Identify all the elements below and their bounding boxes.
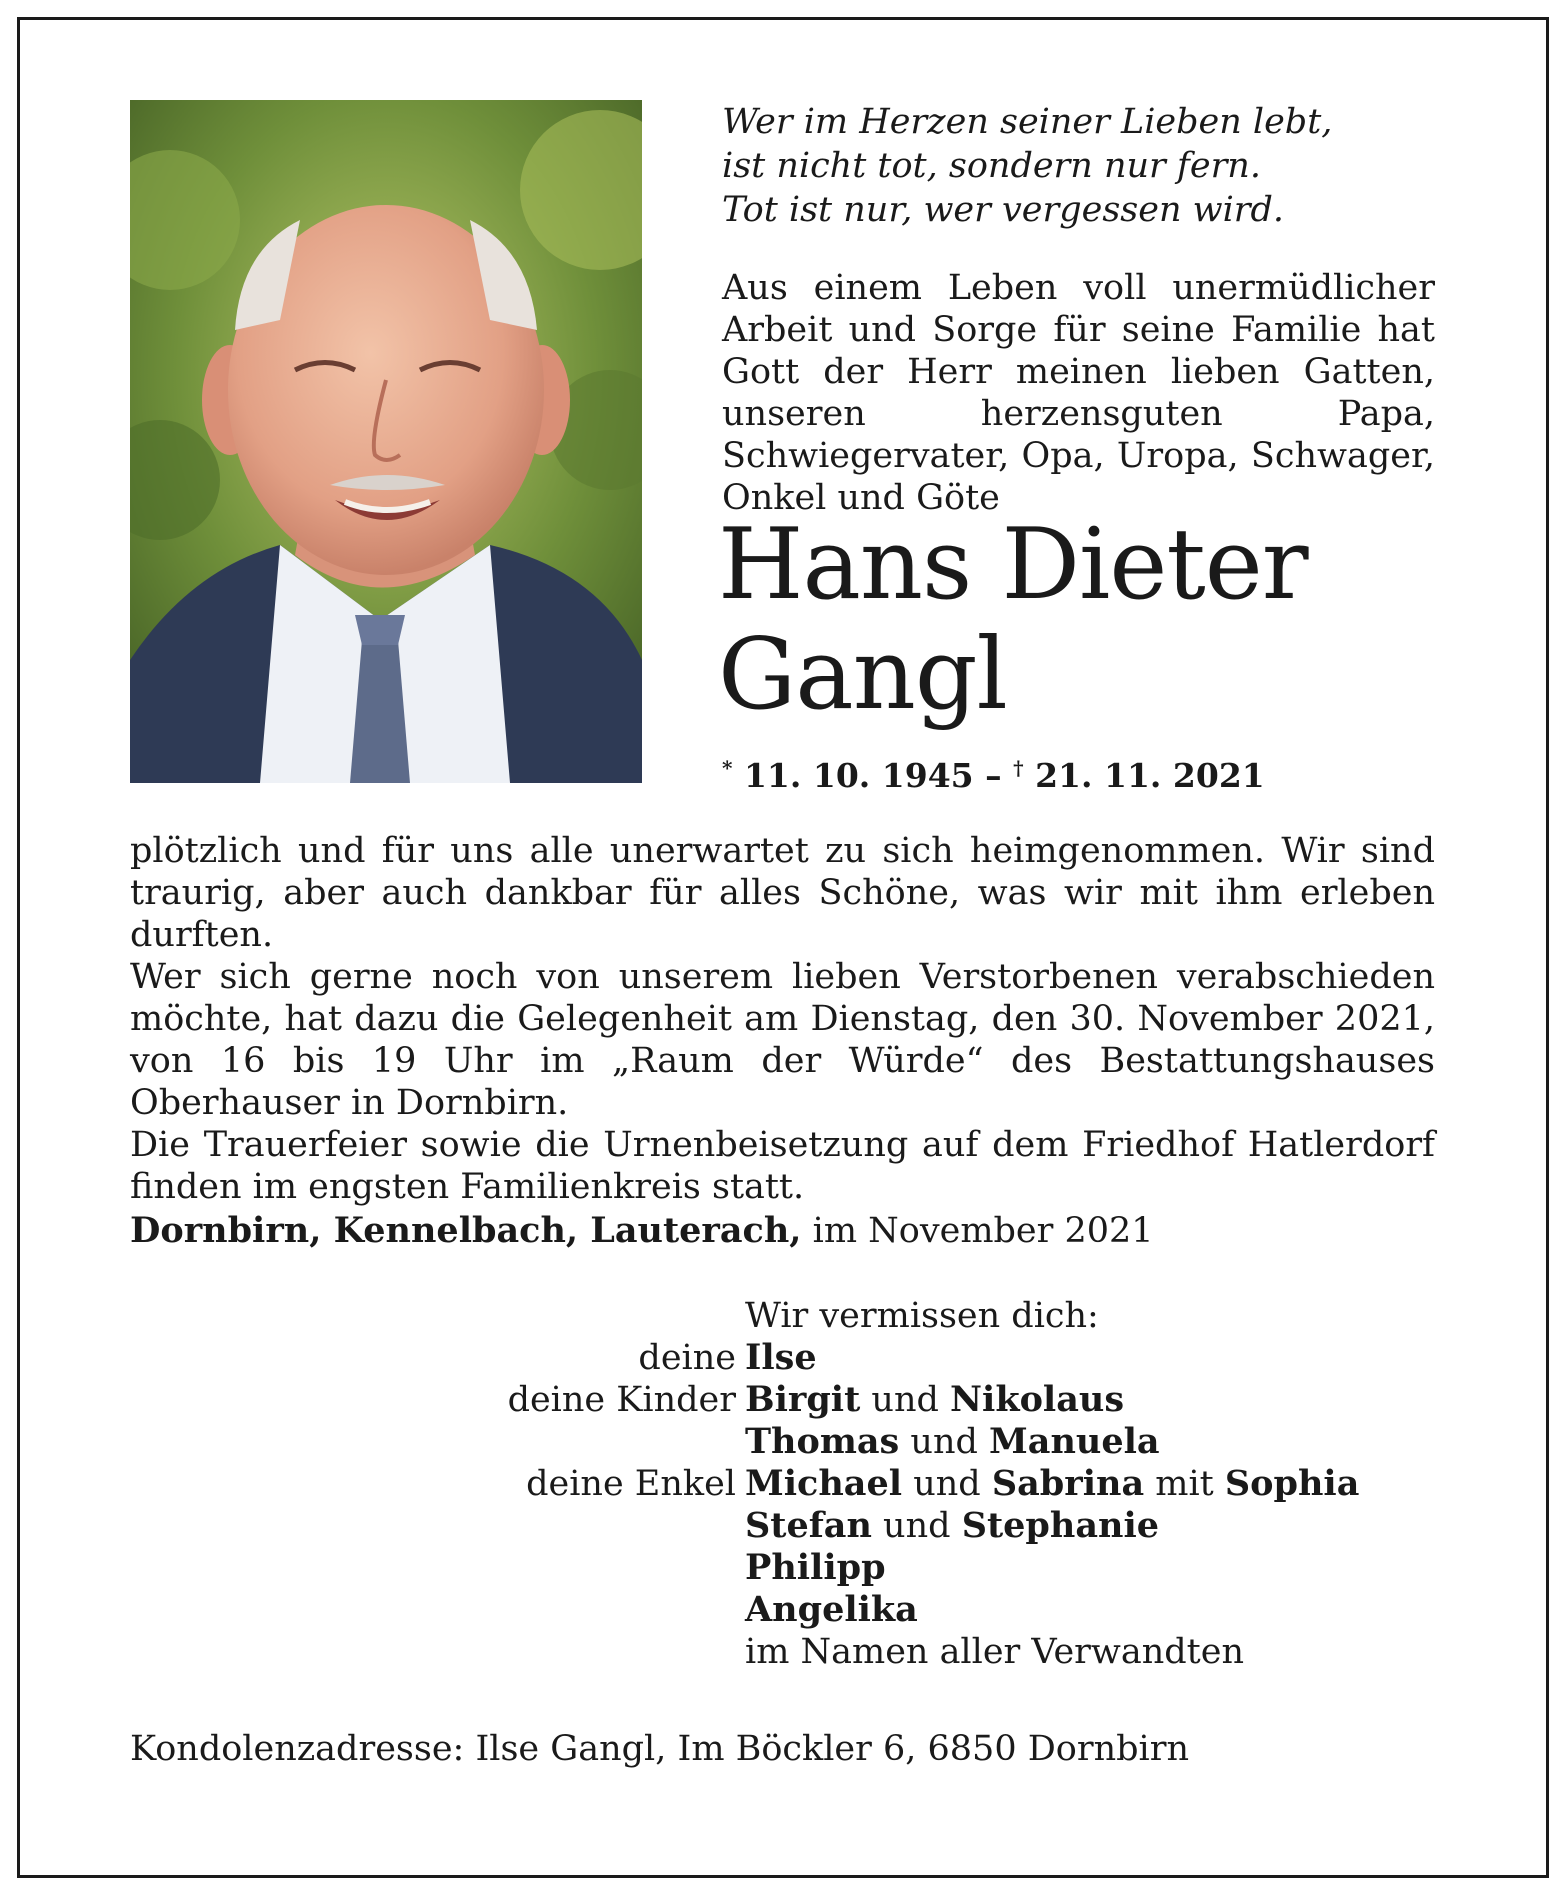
condolence-address: Kondolenzadresse: Ilse Gangl, Im Böckler 6, 6850 Dornbirn [130, 1729, 1189, 1769]
intro-text: Aus einem Leben voll unermüdlicher Arbeit und Sorge für seine Familie hat Gott der Herr meinen lieben Gatten, unseren herzensguten Papa, Schwiegervater, Opa, Uropa, Schwager, Onkel und Göte [722, 268, 1435, 518]
family-member: Sabrina [991, 1463, 1145, 1504]
family-member: Nikolaus [950, 1379, 1125, 1420]
death-date: 21. 11. 2021 [1035, 756, 1265, 795]
family-row [400, 1547, 1500, 1589]
family-member: Angelika [745, 1589, 918, 1630]
body-paragraph: Die Trauerfeier sowie die Urnenbeisetzung auf dem Friedhof Hatlerdorf finden im engsten Familienkreis statt. [130, 1125, 1435, 1207]
life-dates [722, 748, 1265, 796]
conjunction: und [871, 1380, 939, 1420]
family-member: Birgit [745, 1379, 861, 1420]
birth-symbol: * [722, 756, 733, 780]
announcement-body [130, 830, 1435, 1208]
family-member: Ilse [745, 1337, 817, 1378]
family-row [400, 1337, 1500, 1379]
towns: Dornbirn, Kennelbach, Lauterach, [130, 1210, 802, 1251]
birth-date: 11. 10. 1945 [743, 756, 974, 795]
death-symbol: † [1013, 756, 1024, 780]
family-heading-row [400, 1295, 1500, 1337]
relation-label: deine [638, 1338, 736, 1378]
family-member: Philipp [745, 1547, 886, 1588]
conjunction: und [913, 1464, 981, 1504]
name-line-2: Gangl [718, 618, 1007, 732]
family-member: Sophia [1224, 1463, 1360, 1504]
place-and-date [130, 1210, 1154, 1252]
name-line-1: Hans Dieter [718, 508, 1308, 622]
quote-line: Tot ist nur, wer vergessen wird. [722, 190, 1285, 230]
family-member: Thomas [745, 1421, 900, 1462]
family-row [400, 1589, 1500, 1631]
conjunction: und [883, 1506, 951, 1546]
quote-line: ist nicht tot, sondern nur fern. [722, 146, 1261, 186]
family-member: Stephanie [961, 1505, 1160, 1546]
deceased-name [718, 510, 1478, 730]
family-row [400, 1463, 1500, 1505]
relation-label: deine Kinder [507, 1380, 736, 1420]
family-member: Stefan [745, 1505, 872, 1546]
memorial-quote [722, 100, 1442, 232]
family-heading: Wir vermissen dich: [745, 1296, 1099, 1336]
family-row [400, 1421, 1500, 1463]
family-row [400, 1631, 1500, 1673]
family-member: Michael [745, 1463, 903, 1504]
quote-line: Wer im Herzen seiner Lieben lebt, [722, 102, 1333, 142]
family-member: Manuela [989, 1421, 1160, 1462]
family-list [400, 1295, 1500, 1673]
family-row [400, 1505, 1500, 1547]
announcement-date: im November 2021 [812, 1211, 1154, 1251]
body-paragraph: Wer sich gerne noch von unserem lieben Verstorbenen verabschieden möchte, hat dazu die Gelegenheit am Dienstag, den 30. November 2021, von 16 bis 19 Uhr im „Raum der Würde“ des Bestattungshauses Oberhauser in Dornbirn. [130, 957, 1435, 1123]
conjunction: und [910, 1422, 978, 1462]
conjunction: mit [1155, 1464, 1214, 1504]
family-closing: im Namen aller Verwandten [745, 1632, 1244, 1672]
relation-label: deine Enkel [526, 1464, 736, 1504]
date-separator: – [985, 756, 1002, 795]
family-row [400, 1379, 1500, 1421]
portrait-photo [130, 100, 642, 783]
body-paragraph: plötzlich und für uns alle unerwartet zu sich heimgenommen. Wir sind traurig, aber auch dankbar für alles Schöne, was wir mit ihm erleben durften. [130, 831, 1435, 955]
